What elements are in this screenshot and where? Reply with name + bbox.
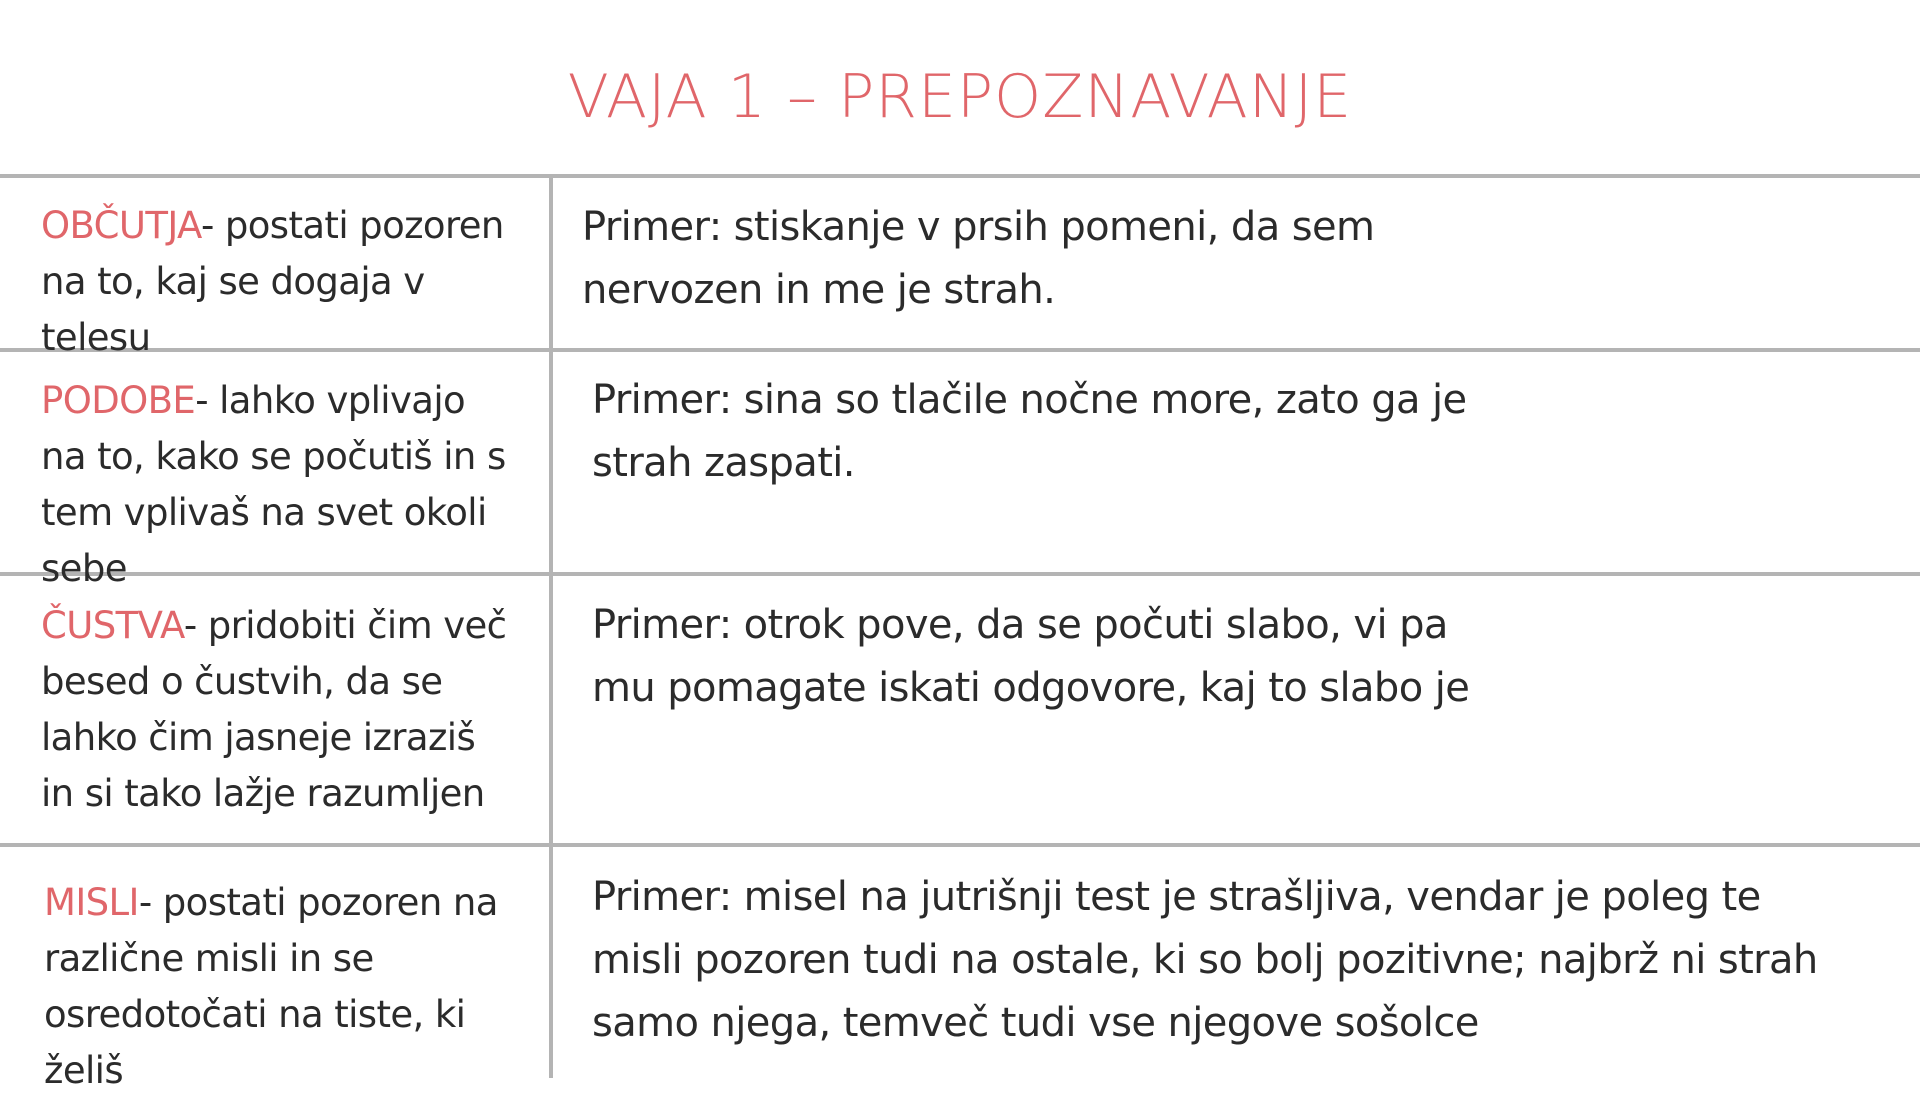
term-definition: - postati pozoren na to, kaj se dogaja v telesu <box>41 204 504 359</box>
example-cell: Primer: otrok pove, da se počuti slabo, vi pa mu pomagate iskati odgovore, kaj to slabo je <box>592 602 1470 711</box>
term-definition: - postati pozoren na različne misli in se osredotočati na tiste, ki želiš <box>44 881 498 1092</box>
row-label-cell <box>41 373 516 597</box>
term-label: PODOBE <box>41 379 196 422</box>
row-label-cell <box>41 598 516 822</box>
example-cell: Primer: stiskanje v prsih pomeni, da sem nervozen in me je strah. <box>582 204 1375 313</box>
term-label: OBČUTJA <box>41 204 201 247</box>
table-divider <box>0 843 1920 847</box>
page-title: VAJA 1 – PREPOZNAVANJE <box>567 62 1353 132</box>
example-cell: Primer: sina so tlačile nočne more, zato ga je strah zaspati. <box>592 377 1467 486</box>
term-label: MISLI <box>44 881 139 924</box>
example-cell: Primer: misel na jutrišnji test je strašljiva, vendar je poleg te misli pozoren tudi na ostale, ki so bolj pozitivne; najbrž ni strah samo njega, temveč tudi vse njegove sošolce <box>592 874 1818 1046</box>
row-label-cell <box>41 198 516 366</box>
column-divider <box>549 176 553 1078</box>
row-label-cell <box>44 875 534 1099</box>
term-label: ČUSTVA <box>41 604 184 647</box>
term-definition: - lahko vplivajo na to, kako se počutiš in s tem vplivaš na svet okoli sebe <box>41 379 506 590</box>
table-divider <box>0 174 1920 178</box>
term-definition: - pridobiti čim več besed o čustvih, da se lahko čim jasneje izraziš in si tako lažje razumljen <box>41 604 507 815</box>
